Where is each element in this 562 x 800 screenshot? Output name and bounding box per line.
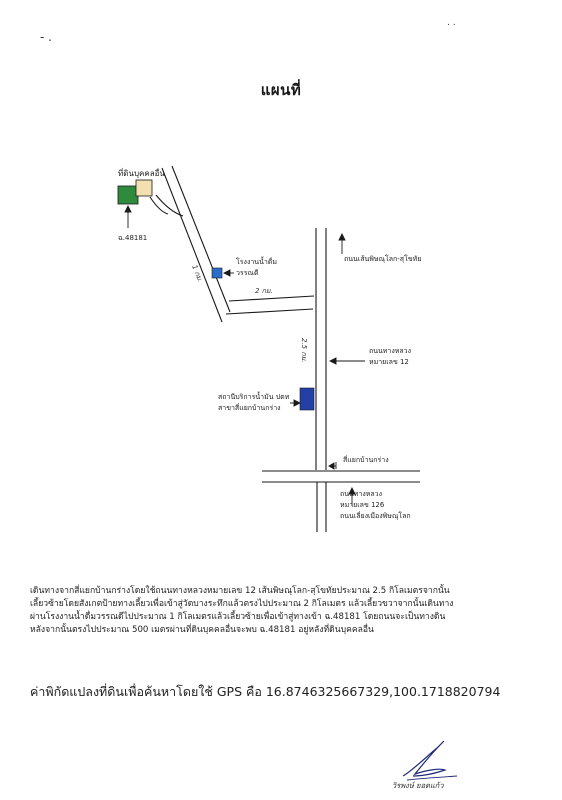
annotation-arrows (125, 206, 365, 506)
signature-stroke (403, 741, 445, 776)
gas-station-marker (300, 388, 314, 410)
land-plot-label: ที่ดินบุคคลอื่น (118, 169, 165, 178)
signer-name: วิรพงษ์ ยอดแก้ว (392, 781, 444, 790)
page-title: แผนที่ (260, 81, 302, 99)
gas-station-label-line1: สถานีบริการน้ำมัน ปตท (218, 393, 290, 401)
directions-line: เดินทางจากสี่แยกบ้านกร่างโดยใช้ถนนทางหลวงหมายเลข 12 เส้นพิษณุโลก-สุโขทัยประมาณ 2.5 กิโลเมตรจากนั้น (30, 586, 450, 596)
factory-label-line1: โรงงานน้ำดื่ม (236, 258, 277, 266)
arrow-head-icon (329, 463, 334, 469)
arrow-head-icon (224, 270, 230, 276)
junction-label: สี่แยกบ้านกร่าง (343, 456, 389, 464)
highway-12-label-line2: หมายเลข 12 (369, 358, 409, 366)
highway-126-label-line3: ถนนเลี่ยงเมืองพิษณุโลก (340, 512, 411, 520)
directions-line: เลี้ยวซ้ายโดยสังเกตป้ายทางเลี้ยวเพื่อเข้าสู่วัดบางระทึกแล้วตรงไปประมาณ 2 กิโลเมตร แล้วเลี้ยวขวาจากนั้นเดินทาง (30, 599, 454, 609)
arrow-head-icon (330, 358, 336, 364)
local-road-edge (172, 166, 230, 312)
factory-label-line2: วรรณดี (236, 269, 259, 277)
neighbor-plot-marker (136, 180, 152, 196)
gas-station-label-line2: สาขาสี่แยกบ้านกร่าง (218, 404, 281, 412)
distance-mark-2-5km: 2.5 กม. (300, 338, 308, 363)
connector-road-edge (226, 309, 313, 314)
directions-line: หลังจากนั้นตรงไปประมาณ 500 เมตรผ่านที่ดินบุคคลอื่นจะพบ ฉ.48181 อยู่หลังที่ดินบุคคลอื่น (30, 625, 374, 635)
scan-mark: ‑ . (40, 30, 52, 44)
land-plot-marker (118, 186, 138, 204)
directions-paragraph (30, 585, 530, 637)
arrow-head-icon (125, 206, 131, 212)
distance-mark-1km: 1 กม. (190, 263, 205, 284)
scan-mark: . . (447, 18, 456, 28)
road-direction-label: ถนนเส้นพิษณุโลก-สุโขทัย (344, 255, 422, 263)
arrow-head-icon (339, 234, 345, 240)
highway-126-label-line2: หมายเลข 126 (340, 501, 385, 509)
factory-marker (212, 268, 222, 278)
gps-coordinates: ค่าพิกัดแปลงที่ดินเพื่อค้นหาโดยใช้ GPS คือ 16.8746325667329,100.1718820794 (30, 684, 501, 699)
highway-126-label-line1: ถนนทางหลวง (340, 490, 383, 498)
highway-12-label-line1: ถนนทางหลวง (369, 347, 412, 355)
arrow-head-icon (294, 400, 300, 406)
local-road-edge (162, 168, 222, 322)
distance-mark-2km: 2 กม. (255, 287, 273, 295)
connector-road-edge (229, 296, 314, 301)
deed-number-label: ฉ.48181 (118, 234, 148, 242)
directions-line: ผ่านโรงงานน้ำดื่มวรรณดีไปประมาณ 1 กิโลเมตรแล้วเลี้ยวซ้ายเพื่อเข้าสู่ทางเข้า ฉ.48181 โดยถนนจะเป็นทางดิน (30, 612, 446, 622)
